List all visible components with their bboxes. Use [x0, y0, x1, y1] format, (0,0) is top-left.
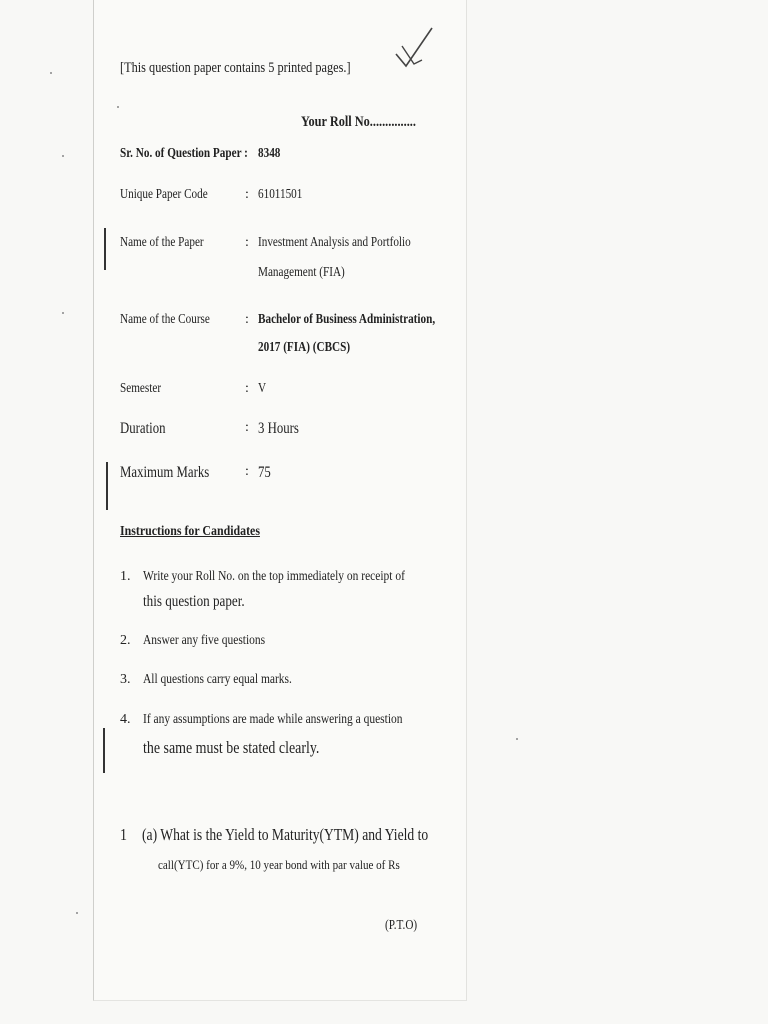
scan-speck — [62, 312, 64, 314]
colon: : — [245, 420, 249, 435]
instruction-number: 1. — [120, 569, 131, 584]
colon: : — [245, 464, 249, 479]
course-line-2: 2017 (FIA) (CBCS) — [258, 340, 351, 355]
instruction-line: Write your Roll No. on the top immediately on receipt of — [143, 569, 405, 584]
scan-speck — [50, 72, 52, 74]
paper-name-label: Name of the Paper — [120, 235, 204, 250]
course-label: Name of the Course — [120, 312, 210, 327]
semester-value: V — [258, 381, 267, 396]
question-text-line-1: (a) What is the Yield to Maturity(YTM) and Yield to — [142, 825, 429, 844]
instruction-line: the same must be stated clearly. — [143, 738, 320, 757]
scan-speck — [516, 738, 518, 740]
instruction-number: 4. — [120, 712, 131, 727]
instruction-number: 3. — [120, 672, 131, 687]
instruction-line: If any assumptions are made while answering a question — [143, 712, 403, 727]
colon: : — [245, 187, 249, 202]
margin-pen-mark — [103, 728, 105, 773]
margin-pen-mark — [106, 462, 108, 510]
margin-pen-mark — [104, 228, 106, 270]
page-count-note: [This question paper contains 5 printed pages.] — [120, 60, 351, 76]
paper-code-label: Unique Paper Code — [120, 187, 208, 202]
paper-name-line-2: Management (FIA) — [258, 265, 345, 280]
scan-speck — [117, 106, 119, 108]
instruction-line: All questions carry equal marks. — [143, 672, 292, 687]
sr-no-value: 8348 — [258, 146, 281, 161]
instruction-number: 2. — [120, 633, 131, 648]
semester-label: Semester — [120, 381, 162, 396]
max-marks-value: 75 — [258, 464, 271, 481]
colon: : — [245, 312, 249, 327]
sr-no-label: Sr. No. of Question Paper : — [120, 146, 248, 161]
colon: : — [245, 381, 249, 396]
colon: : — [245, 235, 249, 250]
max-marks-label: Maximum Marks — [120, 464, 210, 481]
handwritten-tick-mark — [392, 24, 438, 84]
instruction-line: Answer any five questions — [143, 633, 266, 648]
course-line-1: Bachelor of Business Administration, — [258, 312, 436, 327]
scan-speck — [62, 155, 64, 157]
duration-value: 3 Hours — [258, 420, 299, 437]
paper-name-line-1: Investment Analysis and Portfolio — [258, 235, 411, 250]
roll-number-field: Your Roll No............... — [301, 114, 416, 130]
duration-label: Duration — [120, 420, 166, 437]
question-number: 1 — [120, 825, 127, 844]
instruction-line: this question paper. — [143, 593, 245, 610]
page-turn-over-note: (P.T.O) — [385, 918, 418, 933]
question-text-line-2: call(YTC) for a 9%, 10 year bond with par value of Rs — [158, 857, 400, 872]
paper-code-value: 61011501 — [258, 187, 303, 202]
scan-speck — [76, 912, 78, 914]
instructions-heading: Instructions for Candidates — [120, 524, 260, 539]
